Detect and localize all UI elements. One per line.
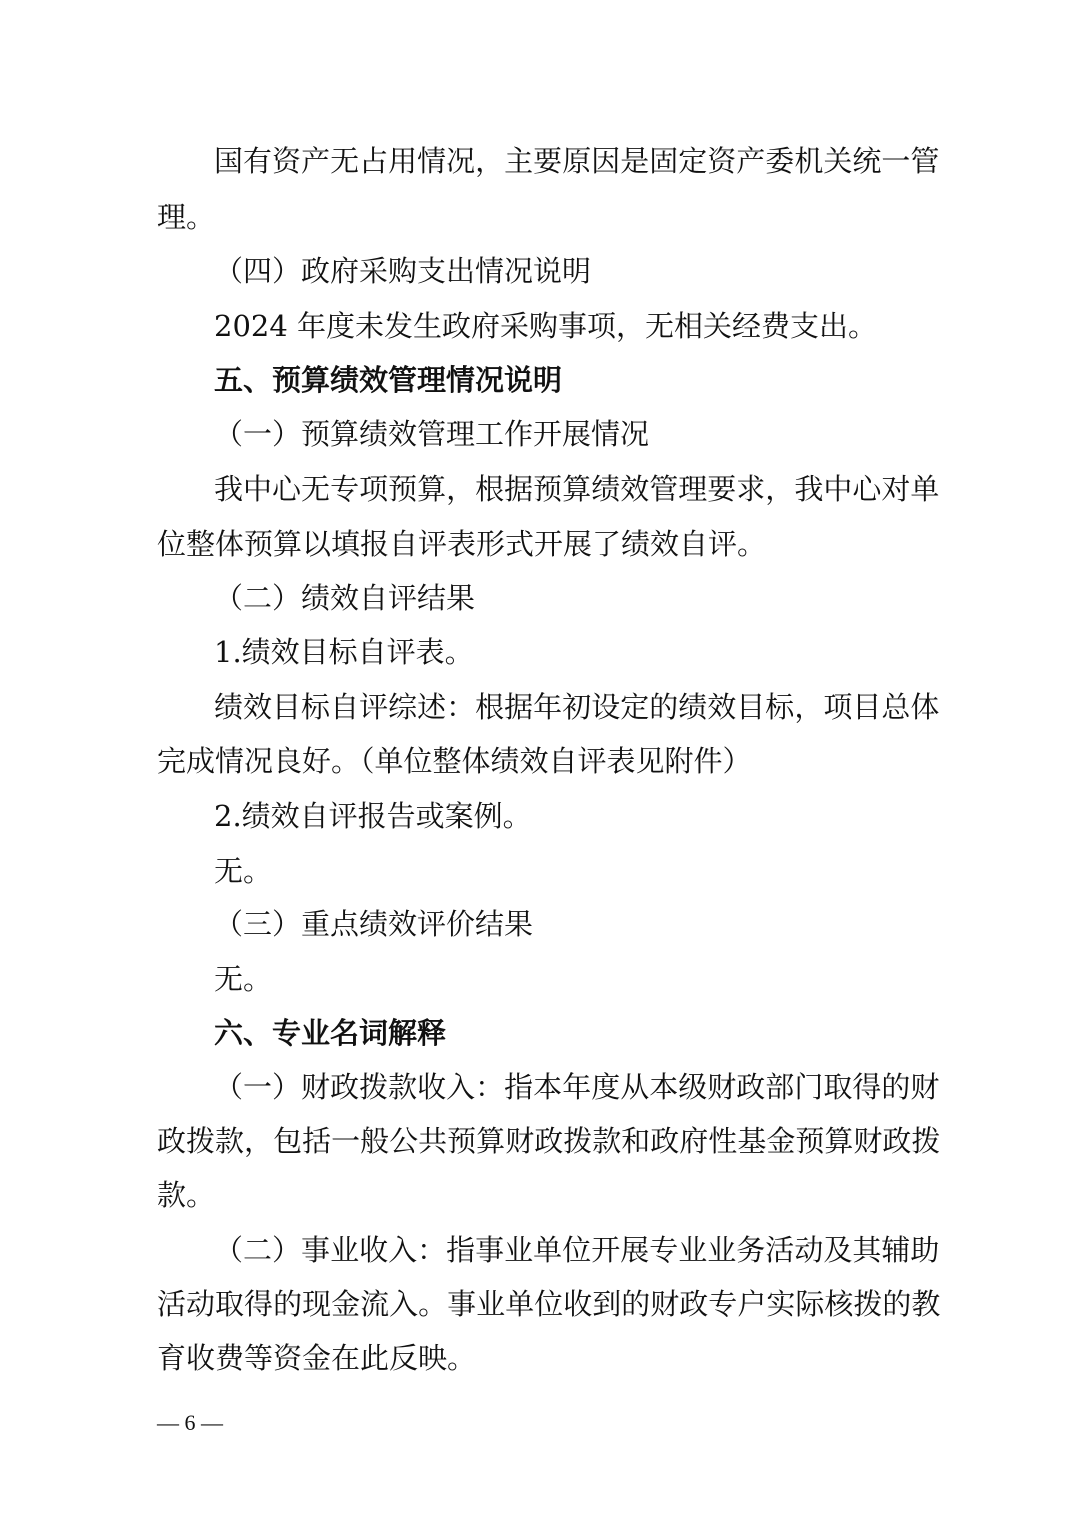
glyph: 情 <box>417 144 447 178</box>
glyph: 。 <box>418 1287 448 1321</box>
glyph: 活 <box>157 1287 187 1321</box>
glyph: 活 <box>765 1233 795 1267</box>
glyph: 因 <box>591 144 621 178</box>
glyph: 据 <box>504 472 534 506</box>
subsection-heading: （四）政府采购支出情况说明 <box>214 254 592 288</box>
glyph: 自 <box>330 690 360 724</box>
glyph: 的 <box>881 1070 911 1104</box>
glyph: 拨 <box>186 1124 216 1158</box>
glyph: 原 <box>562 144 592 178</box>
glyph: 专 <box>330 472 360 506</box>
glyph: 教 <box>911 1287 941 1321</box>
glyph: 我 <box>214 472 244 506</box>
body-line <box>214 472 940 506</box>
glyph: 本 <box>533 1070 563 1104</box>
glyph: ： <box>475 1070 505 1104</box>
glyph: 统 <box>852 144 882 178</box>
glyph: （ <box>214 1233 244 1267</box>
glyph: 我 <box>794 472 824 506</box>
glyph: 预 <box>795 1124 825 1158</box>
glyph: 产 <box>736 144 766 178</box>
glyph: 初 <box>562 690 592 724</box>
glyph: 业 <box>476 1287 506 1321</box>
glyph: 效 <box>620 472 650 506</box>
glyph: 用 <box>388 144 418 178</box>
glyph: 绩 <box>591 472 621 506</box>
glyph: 入 <box>389 1287 419 1321</box>
glyph: 和 <box>621 1124 651 1158</box>
glyph: ， <box>765 472 795 506</box>
glyph: 预 <box>533 472 563 506</box>
glyph: ） <box>272 1070 302 1104</box>
glyph: 政 <box>650 1124 680 1158</box>
body-line: 2024 年度未发生政府采购事项，无相关经费支出。 <box>214 309 878 343</box>
glyph: 事 <box>475 1233 505 1267</box>
glyph: 根 <box>475 690 505 724</box>
glyph: 收 <box>359 1233 389 1267</box>
glyph: 位 <box>562 1233 592 1267</box>
glyph: 一 <box>881 144 911 178</box>
glyph: ： <box>446 690 476 724</box>
glyph: 心 <box>272 472 302 506</box>
glyph: 业 <box>678 1233 708 1267</box>
glyph: 展 <box>620 1233 650 1267</box>
glyph: 动 <box>186 1287 216 1321</box>
glyph: 到 <box>592 1287 622 1321</box>
glyph: 的 <box>621 1287 651 1321</box>
glyph: 无 <box>301 472 331 506</box>
glyph: 年 <box>562 1070 592 1104</box>
glyph: ， <box>446 472 476 506</box>
glyph: 及 <box>823 1233 853 1267</box>
glyph: 公 <box>389 1124 419 1158</box>
glyph: 拨 <box>359 1070 389 1104</box>
glyph: 入 <box>446 1070 476 1104</box>
glyph: 业 <box>330 1233 360 1267</box>
glyph: 业 <box>707 1233 737 1267</box>
glyph: 定 <box>678 144 708 178</box>
glyph: 一 <box>243 1070 273 1104</box>
glyph: 要 <box>533 144 563 178</box>
glyph: 际 <box>795 1287 825 1321</box>
glyph: 理 <box>678 472 708 506</box>
glyph: 年 <box>533 690 563 724</box>
glyph: 流 <box>360 1287 390 1321</box>
glyph: 效 <box>707 690 737 724</box>
glyph: 般 <box>360 1124 390 1158</box>
glyph: 现 <box>302 1287 332 1321</box>
glyph: 根 <box>475 472 505 506</box>
glyph: 括 <box>302 1124 332 1158</box>
glyph: 核 <box>824 1287 854 1321</box>
glyph: 固 <box>649 144 679 178</box>
body-line: 1.绩效目标自评表。 <box>214 635 474 669</box>
glyph: 动 <box>794 1233 824 1267</box>
glyph: 管 <box>649 472 679 506</box>
glyph: 资 <box>707 144 737 178</box>
glyph: 户 <box>737 1287 767 1321</box>
glyph: 况 <box>446 144 476 178</box>
glyph: 度 <box>591 1070 621 1104</box>
glyph: 入 <box>388 1233 418 1267</box>
glyph: 的 <box>649 690 679 724</box>
body-line: 2.绩效自评报告或案例。 <box>214 799 532 833</box>
glyph: 效 <box>243 690 273 724</box>
glyph: ： <box>417 1233 447 1267</box>
glyph: 的 <box>882 1287 912 1321</box>
glyph: 财 <box>650 1287 680 1321</box>
glyph: 预 <box>447 1124 477 1158</box>
glyph: 业 <box>504 1233 534 1267</box>
glyph: 有 <box>243 144 273 178</box>
glyph: 拨 <box>911 1124 941 1158</box>
glyph: 总 <box>881 690 911 724</box>
glyph: 基 <box>737 1124 767 1158</box>
glyph: 实 <box>766 1287 796 1321</box>
glyph: 事 <box>301 1233 331 1267</box>
body-line: 款。 <box>157 1178 216 1212</box>
glyph: 单 <box>910 472 940 506</box>
glyph: 拨 <box>853 1287 883 1321</box>
glyph: 收 <box>563 1287 593 1321</box>
glyph: 位 <box>534 1287 564 1321</box>
glyph: 财 <box>853 1124 883 1158</box>
glyph: 得 <box>852 1070 882 1104</box>
glyph: 门 <box>794 1070 824 1104</box>
glyph: 预 <box>388 472 418 506</box>
body-line <box>214 1233 940 1267</box>
glyph: 的 <box>273 1287 303 1321</box>
glyph: 助 <box>910 1233 940 1267</box>
glyph: 金 <box>766 1124 796 1158</box>
glyph: 主 <box>504 144 534 178</box>
glyph: 财 <box>707 1070 737 1104</box>
glyph: ， <box>244 1124 274 1158</box>
glyph: 款 <box>215 1124 245 1158</box>
glyph: 共 <box>418 1124 448 1158</box>
body-line: 完成情况良好。（单位整体绩效自评表见附件） <box>157 744 752 778</box>
glyph: 据 <box>504 690 534 724</box>
subsection-heading: （二）绩效自评结果 <box>214 581 476 615</box>
glyph: 金 <box>331 1287 361 1321</box>
glyph: 指 <box>446 1233 476 1267</box>
glyph: 无 <box>330 144 360 178</box>
body-line <box>157 1124 941 1158</box>
glyph: 政 <box>736 1070 766 1104</box>
glyph: ， <box>794 690 824 724</box>
glyph: 事 <box>447 1287 477 1321</box>
glyph: 专 <box>708 1287 738 1321</box>
glyph: 求 <box>736 472 766 506</box>
glyph: 心 <box>852 472 882 506</box>
glyph: 府 <box>679 1124 709 1158</box>
glyph: 项 <box>823 690 853 724</box>
glyph: 产 <box>301 144 331 178</box>
glyph: 目 <box>272 690 302 724</box>
glyph: 算 <box>562 472 592 506</box>
glyph: 辅 <box>881 1233 911 1267</box>
body-line <box>214 690 940 724</box>
glyph: 定 <box>620 690 650 724</box>
glyph: 要 <box>707 472 737 506</box>
glyph: 性 <box>708 1124 738 1158</box>
glyph: 设 <box>591 690 621 724</box>
body-line: 无。 <box>214 962 273 996</box>
glyph: 中 <box>243 472 273 506</box>
glyph: 标 <box>765 690 795 724</box>
body-line: 理。 <box>157 200 216 234</box>
glyph: 一 <box>331 1124 361 1158</box>
glyph: ， <box>475 144 505 178</box>
glyph: 项 <box>359 472 389 506</box>
subsection-heading: （三）重点绩效评价结果 <box>214 907 534 941</box>
body-line: 无。 <box>214 854 273 888</box>
glyph: 政 <box>330 1070 360 1104</box>
glyph: 得 <box>244 1287 274 1321</box>
body-line: 育收费等资金在此反映。 <box>157 1341 477 1375</box>
glyph: 中 <box>823 472 853 506</box>
glyph: 是 <box>620 144 650 178</box>
glyph: 综 <box>388 690 418 724</box>
glyph: 述 <box>417 690 447 724</box>
body-line <box>157 1287 941 1321</box>
glyph: 标 <box>301 690 331 724</box>
glyph: 收 <box>417 1070 447 1104</box>
glyph: 财 <box>910 1070 940 1104</box>
glyph: 取 <box>823 1070 853 1104</box>
glyph: 从 <box>620 1070 650 1104</box>
glyph: 二 <box>243 1233 273 1267</box>
glyph: 评 <box>359 690 389 724</box>
glyph: 算 <box>476 1124 506 1158</box>
glyph: 机 <box>794 144 824 178</box>
body-line: 位整体预算以填报自评表形式开展了绩效自评。 <box>157 527 767 561</box>
section-heading: 六、专业名词解释 <box>214 1016 447 1050</box>
glyph: 指 <box>504 1070 534 1104</box>
section-heading: 五、预算绩效管理情况说明 <box>214 363 563 397</box>
glyph: 级 <box>678 1070 708 1104</box>
glyph: 部 <box>765 1070 795 1104</box>
body-line <box>214 144 940 178</box>
page-number: — 6 — <box>157 1410 223 1435</box>
glyph: 政 <box>882 1124 912 1158</box>
glyph: 政 <box>679 1287 709 1321</box>
glyph: ） <box>272 1233 302 1267</box>
glyph: 绩 <box>214 690 244 724</box>
body-line <box>214 1070 940 1104</box>
glyph: 体 <box>910 690 940 724</box>
glyph: 资 <box>272 144 302 178</box>
glyph: 包 <box>273 1124 303 1158</box>
glyph: 单 <box>533 1233 563 1267</box>
glyph: 委 <box>765 144 795 178</box>
glyph: 务 <box>736 1233 766 1267</box>
glyph: 开 <box>591 1233 621 1267</box>
glyph: 绩 <box>678 690 708 724</box>
glyph: 财 <box>505 1124 535 1158</box>
glyph: （ <box>214 1070 244 1104</box>
glyph: 政 <box>534 1124 564 1158</box>
subsection-heading: （一）预算绩效管理工作开展情况 <box>214 417 650 451</box>
glyph: 单 <box>505 1287 535 1321</box>
glyph: 拨 <box>563 1124 593 1158</box>
glyph: 占 <box>359 144 389 178</box>
glyph: 本 <box>649 1070 679 1104</box>
glyph: 款 <box>592 1124 622 1158</box>
glyph: 目 <box>852 690 882 724</box>
glyph: 取 <box>215 1287 245 1321</box>
glyph: 对 <box>881 472 911 506</box>
glyph: 关 <box>823 144 853 178</box>
glyph: 算 <box>417 472 447 506</box>
glyph: 款 <box>388 1070 418 1104</box>
glyph: 政 <box>157 1124 187 1158</box>
glyph: 财 <box>301 1070 331 1104</box>
glyph: 国 <box>214 144 244 178</box>
glyph: 目 <box>736 690 766 724</box>
glyph: 算 <box>824 1124 854 1158</box>
glyph: 管 <box>910 144 940 178</box>
glyph: 其 <box>852 1233 882 1267</box>
glyph: 专 <box>649 1233 679 1267</box>
